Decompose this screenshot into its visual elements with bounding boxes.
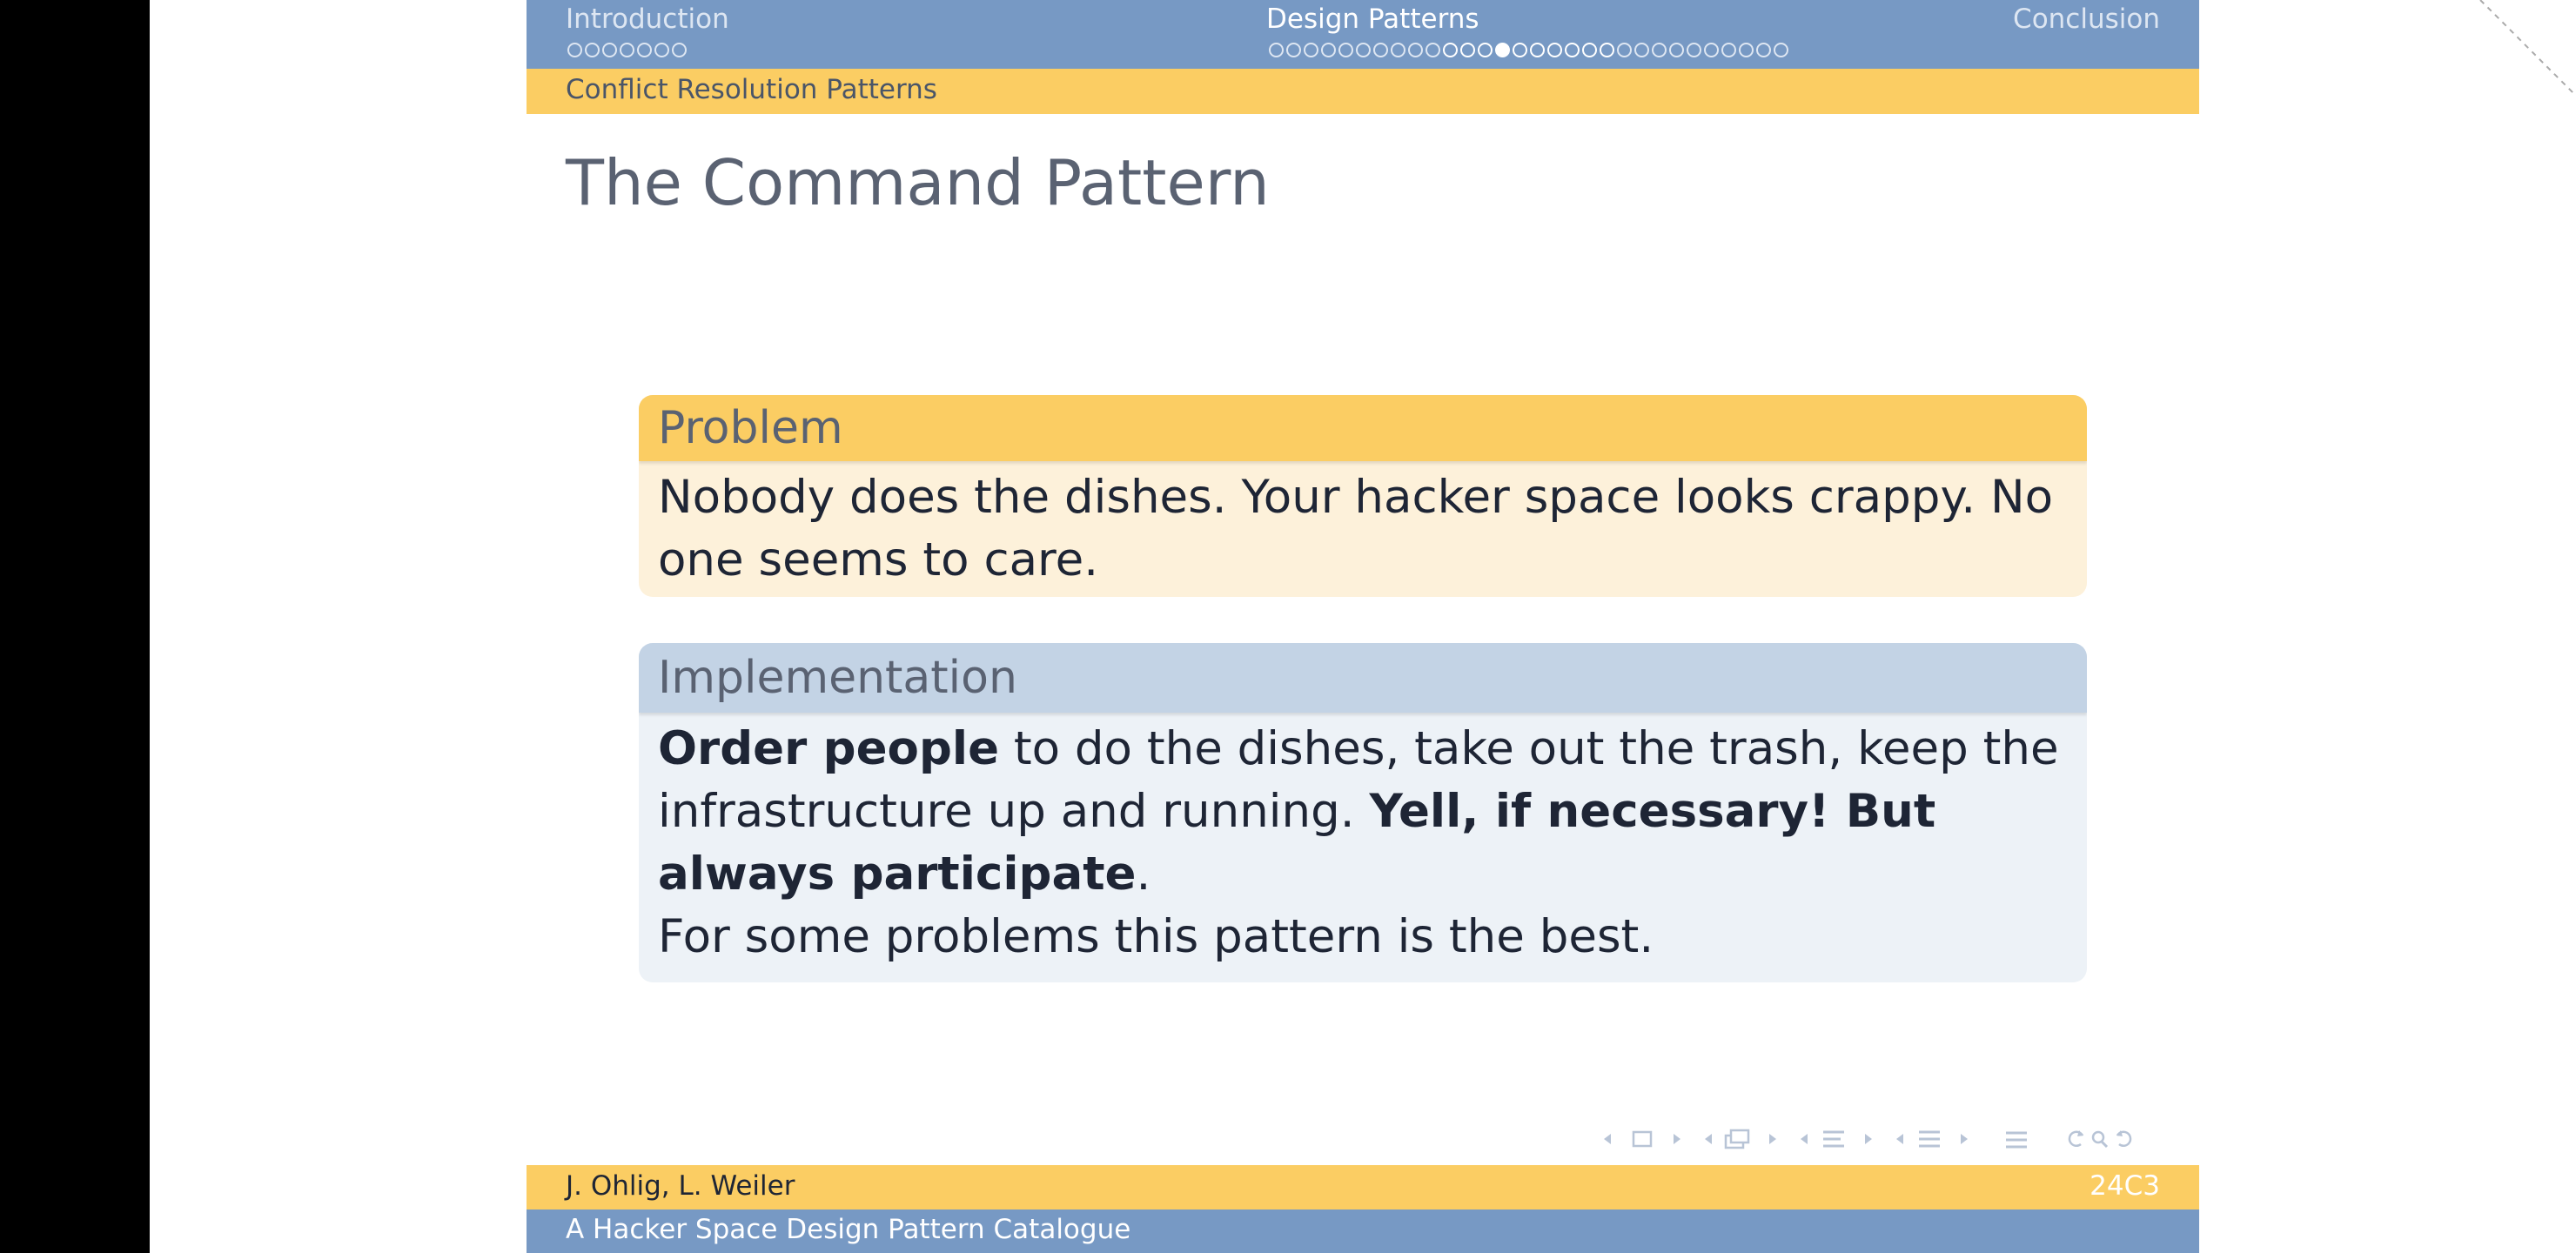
arrow-left-icon[interactable] — [1790, 1122, 1816, 1156]
footer-authors: J. Ohlig, L. Weiler — [566, 1170, 795, 1202]
nav-frame-dot[interactable] — [1286, 43, 1301, 57]
problem-block-body: Nobody does the dishes. Your hacker space looks crappy. No one seems to care. — [658, 471, 2054, 586]
nav-frame-dot[interactable] — [1338, 43, 1353, 57]
page-curl-corner — [2472, 0, 2576, 104]
arrow-right-icon[interactable] — [1755, 1122, 1790, 1156]
nav-frame-dot[interactable] — [672, 43, 687, 57]
nav-frame-dot[interactable] — [1478, 43, 1493, 57]
nav-frame-dot[interactable] — [1774, 43, 1788, 57]
arrow-right-icon[interactable] — [1660, 1122, 1694, 1156]
nav-frame-dot[interactable] — [1391, 43, 1405, 57]
left-black-margin — [0, 0, 150, 1253]
arrow-left-icon[interactable] — [1886, 1122, 1912, 1156]
arrow-right-icon[interactable] — [1851, 1122, 1886, 1156]
subsection-icon[interactable] — [1721, 1122, 1755, 1156]
nav-frame-dot[interactable] — [1513, 43, 1527, 57]
nav-dots-introduction — [567, 43, 687, 60]
problem-block — [639, 395, 2087, 597]
nav-section-design-patterns[interactable]: Design Patterns — [1266, 3, 1479, 35]
align-icon[interactable] — [1999, 1122, 2063, 1156]
nav-frame-dot[interactable] — [637, 43, 652, 57]
nav-frame-dot[interactable] — [1269, 43, 1284, 57]
footer-page-number: 24C3 — [2090, 1170, 2160, 1202]
nav-frame-dot[interactable] — [1495, 43, 1510, 57]
search-icon[interactable] — [2088, 1122, 2112, 1156]
nav-frame-dot[interactable] — [1443, 43, 1458, 57]
nav-frame-dot[interactable] — [1704, 43, 1719, 57]
nav-frame-dot[interactable] — [1426, 43, 1440, 57]
nav-frame-dot[interactable] — [585, 43, 600, 57]
nav-frame-dot[interactable] — [1634, 43, 1649, 57]
nav-frame-dot[interactable] — [1739, 43, 1754, 57]
arrow-left-icon[interactable] — [1590, 1122, 1625, 1156]
implementation-line-2: For some problems this pattern is the best. — [658, 910, 1654, 963]
section-icon[interactable] — [1816, 1122, 1851, 1156]
implementation-text-1: to do the dishes, take out the trash, keep the infrastructure up and running. — [658, 722, 2059, 838]
nav-frame-dot[interactable] — [567, 43, 582, 57]
beamer-navigation-symbols — [1590, 1122, 2137, 1156]
emphasis-order-people: Order people — [658, 722, 1000, 775]
implementation-block — [639, 643, 2087, 982]
nav-frame-dot[interactable] — [1582, 43, 1597, 57]
problem-block-title: Problem — [639, 395, 2087, 461]
nav-frame-dot[interactable] — [1304, 43, 1318, 57]
redo-icon[interactable] — [2112, 1122, 2137, 1156]
nav-frame-dot[interactable] — [654, 43, 669, 57]
nav-frame-dot[interactable] — [1530, 43, 1545, 57]
nav-section-introduction[interactable]: Introduction — [566, 3, 729, 35]
nav-frame-dot[interactable] — [1756, 43, 1771, 57]
slide — [527, 0, 2199, 1253]
implementation-block-body — [639, 713, 2087, 977]
nav-frame-dot[interactable] — [1356, 43, 1371, 57]
arrow-right-icon[interactable] — [1947, 1122, 1999, 1156]
nav-frame-dot[interactable] — [602, 43, 617, 57]
implementation-block-title: Implementation — [639, 643, 2087, 713]
frame-icon[interactable] — [1625, 1122, 1660, 1156]
footer-title-bar — [527, 1209, 2199, 1253]
nav-frame-dot[interactable] — [1600, 43, 1614, 57]
subsection-title[interactable]: Conflict Resolution Patterns — [566, 74, 937, 105]
nav-frame-dot[interactable] — [1565, 43, 1580, 57]
emphasis-yell: Yell, if necessary! But always participate — [658, 785, 1936, 901]
nav-frame-dot[interactable] — [620, 43, 634, 57]
nav-dots-design-patterns — [1269, 43, 1788, 60]
undo-icon[interactable] — [2063, 1122, 2088, 1156]
nav-frame-dot[interactable] — [1652, 43, 1667, 57]
nav-frame-dot[interactable] — [1721, 43, 1736, 57]
nav-frame-dot[interactable] — [1547, 43, 1562, 57]
nav-frame-dot[interactable] — [1408, 43, 1423, 57]
arrow-left-icon[interactable] — [1694, 1122, 1721, 1156]
nav-frame-dot[interactable] — [1669, 43, 1684, 57]
nav-section-conclusion[interactable]: Conclusion — [2013, 3, 2160, 35]
implementation-text-2: . — [1136, 848, 1151, 901]
navigation-bar — [527, 0, 2199, 69]
subsection-bar — [527, 69, 2199, 114]
nav-frame-dot[interactable] — [1617, 43, 1632, 57]
nav-frame-dot[interactable] — [1460, 43, 1475, 57]
frame-title: The Command Pattern — [566, 146, 1270, 219]
footer-authors-bar — [527, 1165, 2199, 1209]
nav-frame-dot[interactable] — [1687, 43, 1701, 57]
nav-frame-dot[interactable] — [1373, 43, 1388, 57]
nav-frame-dot[interactable] — [1321, 43, 1336, 57]
footer-title: A Hacker Space Design Pattern Catalogue — [566, 1214, 1131, 1245]
section-icon[interactable] — [1912, 1122, 1947, 1156]
